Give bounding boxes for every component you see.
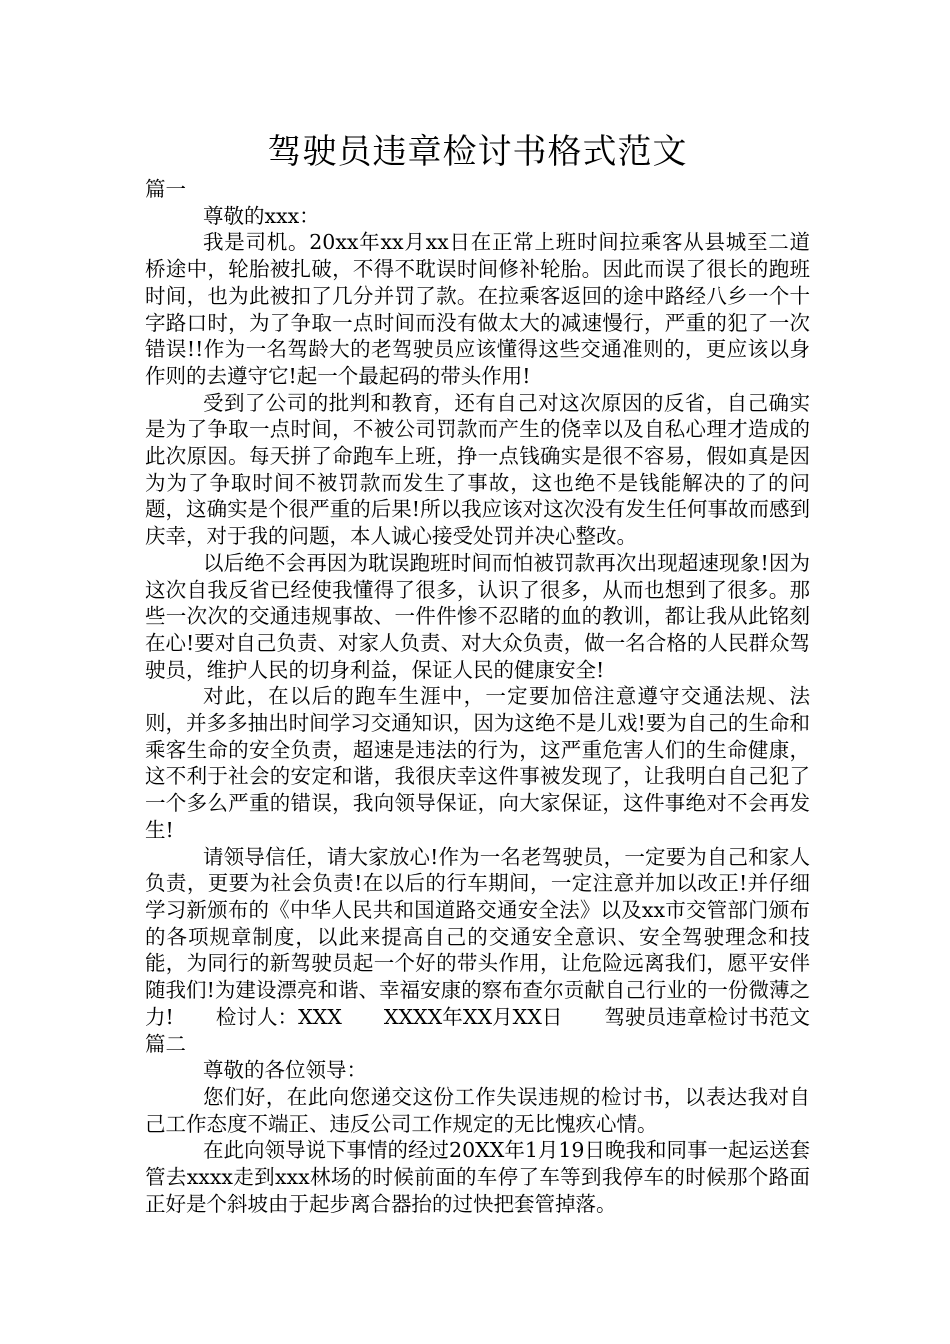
signature-date: XXXX年XX月XX日 [383,1004,563,1029]
paragraph-2: 受到了公司的批判和教育，还有自己对这次原因的反省，自己确实是为了争取一点时间，不被公司罚款而产生的侥幸以及自私心理才造成的此次原因。每天拼了命跑车上班，挣一点钱确实是很不容易，假如真是因为为了争取时间不被罚款而发生了事故，这也绝不是钱能解决的了的问题，这确实是个很严重的后果!所以我应该对这次没有发生任何事故而感到庆幸，对于我的问题，本人诚心接受处罚并决心整改。 [145,390,810,549]
document-title: 驾驶员违章检讨书格式范文 [267,132,688,172]
paragraph-3: 以后绝不会再因为耽误跑班时间而怕被罚款再次出现超速现象!因为这次自我反省已经使我懂得了很多，认识了很多，从而也想到了很多。那些一次次的交通违规事故、一件件惨不忍睹的血的教训，都让我从此铭刻在心!要对自己负责、对家人负责、对大众负责，做一名合格的人民群众驾驶员，维护人民的切身利益，保证人民的健康安全! [145,550,810,682]
paragraph-1: 我是司机。20xx年xx月xx日在正常上班时间拉乘客从县城至二道桥途中，轮胎被扎破，不得不耽误时间修补轮胎。因此而误了很长的跑班时间，也为此被扣了几分并罚了款。在拉乘客返回的途中路经八乡一个十字路口时，为了争取一点时间而没有做太大的减速慢行，严重的犯了一次错误!!作为一名驾龄大的老驾驶员应该懂得这些交通准则的，更应该以身作则的去遵守它!起一个最起码的带头作用! [145,230,810,388]
greeting-2: 尊敬的各位领导： [203,1058,367,1083]
signature: 检讨人：XXX [215,1004,342,1029]
document-body [145,176,810,1217]
section-2-title: 驾驶员违章检讨书范文篇二 [145,1004,810,1056]
paragraph-5: 请领导信任，请大家放心!作为一名老驾驶员，一定要为自己和家人负责，更要为社会负责!在以后的行车期间，一定注意并加以改正!并仔细学习新颁布的《中华人民共和国道路交通安全法》以及xx市交管部门颁布的各项规章制度，以此来提高自己的交通安全意识、安全驾驶理念和技能，为同行的新驾驶员起一个好的带头作用，让危险远离我们，愿平安伴随我们!为建设漂亮和谐、幸福安康的察布查尔贡献自己行业的一份微薄之力! [145,844,810,1029]
greeting: 尊敬的xxx： [203,203,320,228]
document-page [145,128,810,1217]
paragraph-7: 在此向领导说下事情的经过20XX年1月19日晚我和同事一起运送套管去xxxx走到xxx林场的时候前面的车停了车等到我停车的时候那个路面正好是个斜坡由于起步离合器抬的过快把套管掉落。 [145,1138,810,1216]
section-label: 篇一 [145,177,186,201]
paragraph-6: 您们好，在此向您递交这份工作失误违规的检讨书，以表达我对自己工作态度不端正、违反公司工作规定的无比愧疚心情。 [145,1084,810,1136]
paragraph-4: 对此，在以后的跑车生涯中，一定要加倍注意遵守交通法规、法则，并多多抽出时间学习交通知识，因为这绝不是儿戏!要为自己的生命和乘客生命的安全负责，超速是违法的行为，这严重危害人们的生命健康，这不利于社会的安定和谐，我很庆幸这件事被发现了，让我明白自己犯了一个多么严重的错误，我向领导保证，向大家保证，这件事绝对不会再发生! [145,684,810,842]
paragraph-5-with-signature [145,844,810,1058]
